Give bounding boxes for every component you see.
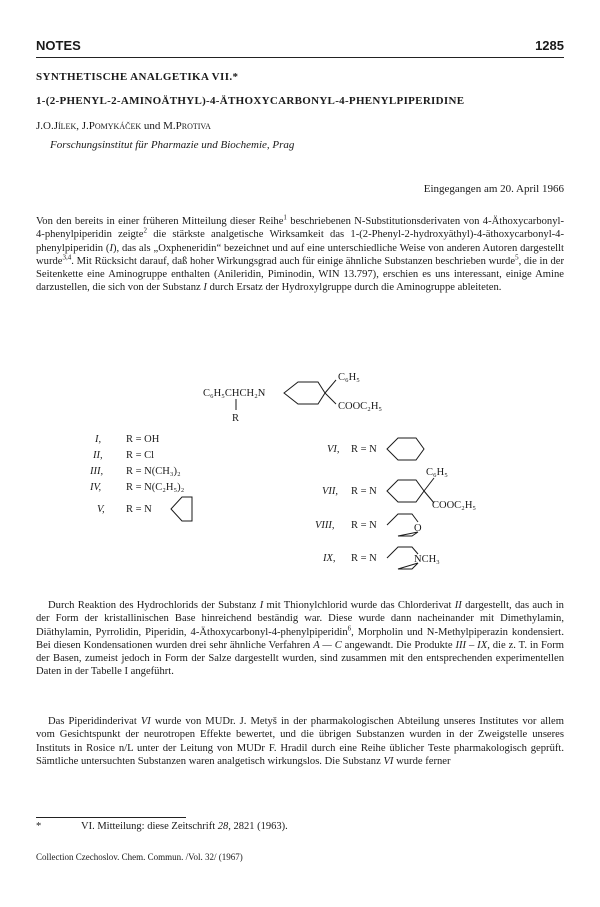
structure-scheme [0,362,600,592]
compound-ref: I [259,600,264,611]
reference-marker: 5 [515,253,519,262]
compound-label: III, [90,466,104,477]
compound-substituent: R = Cl [126,450,155,461]
text-run: . Mit Rücksicht darauf, daß hoher Wirkungsgrad auch für einige ähnliche Substanzen beschrieben wurde [71,255,516,267]
compound-ref: I [203,282,207,294]
text-run: wurde von MUDr. J. Metyš in der pharmakologischen Abteilung unseres Institutes vor allem vom Gesichtspunkt der neurotropen Effekte bewertet, und die übrigen Substanzen wurden in der Zweigstelle unseres Instituts in Rosice n/L unter der Leitung von MUDr F. Hradil durch eine Reihe üblicher Teste pharmakologisch geprüft. Sämtliche untersuchten Substanzen waren analgetisch wirkungslos. Die Substanz [36,716,565,767]
text-run: beschriebenen N-Substitutionsderivaten von 4-Äthoxycarbonyl-4-phenylpiperidin zeigte [36,216,564,241]
reference-marker: 1 [283,213,287,222]
header-rule [36,57,564,58]
phenylpiperidine-ring [387,480,424,502]
footnote-rule [36,817,186,818]
authors [36,120,211,132]
footnote [36,821,288,832]
compound-substituent: R = N [351,444,377,455]
author-1: J.O.Jílek [36,120,77,132]
main-ester-bond [325,393,336,404]
paragraph-pharmacology [36,715,564,768]
compound-ref: II [454,600,462,611]
institute: Forschungsinstitut für Pharmazie und Biochemie, Prag [50,139,295,151]
vii-ester: COOC₂H₅ [432,500,477,511]
main-phenyl: C₆H₅ [338,372,360,383]
main-ester: COOC₂H₅ [338,401,383,412]
text-run: die stärkste analgetische Wirksamkeit das 1-(2-Phenyl-2-hydroxyäthyl)-4-äthoxycarbonyl-4-phenylpiperidin ( [36,229,564,254]
main-r: R [232,413,240,424]
piperazine-nch3: NCH₃ [414,554,440,565]
text-run: , die in der Seitenkette eine Aminogruppe enthalten (Anileridin, Piminodin, WIN 13.797), erschien es uns interessant, einige Amine darzustellen, die sich von der Substanz [36,255,564,294]
main-phenyl-bond [325,380,336,393]
text-run: , Morpholin und N-Methylpiperazin kondensiert. Bei diesen Kondensationen wurden drei sehr ähnliche Verfahren [36,626,564,651]
pyrrolidine-ring [171,497,192,521]
compound-label: IX, [323,553,336,564]
reference-marker: 2 [143,226,147,235]
paragraph-introduction [36,215,564,295]
compound-substituent: R = N(CH₃)₂ [126,466,181,477]
text-run: wurde ferner [393,755,451,767]
paragraph-synthesis [36,599,564,679]
compound-label: I, [95,434,102,445]
text-run: dargestellt, das auch in der Form der kristallinischen Base hinreichend beständig war. Diese wurde dann nacheinander mit Dimethylamin, Diäthylamin, Pyrrolidin, Piperidin, 4-Äthoxycarbonyl-4-phenylpiperidin [36,600,564,638]
method-ref: A — C [313,639,342,651]
compound-substituent: R = N [126,504,152,515]
compound-substituent: R = N [351,486,377,497]
main-side-chain: C₆H₅CHCH₂N [203,388,266,399]
article-title: 1-(2-PHENYL-2-AMINOÄTHYL)-4-ÄTHOXYCARBONYL-4-PHENYLPIPERIDINE [36,95,465,107]
text-run: ), das als „Oxpheneridin“ bezeichnet und auf eine unterschiedliche Weise von anderen Autoren dargestellt wurde [36,242,564,267]
author-separator: , [76,120,82,132]
text-run: angewandt. Die Produkte [341,639,456,651]
compound-ref: VI [383,755,394,767]
text-run: Von den bereits in einer früheren Mitteilung dieser Reihe [36,216,284,227]
compound-ref: VI [140,716,151,727]
compound-substituent: R = N(C₂H₅)₂ [126,482,185,493]
piperidine-ring [387,438,424,460]
morpholine-oxygen: O [414,523,422,534]
compound-ref: I [109,242,113,254]
journal-citation: Collection Czechoslov. Chem. Commun. /Vol. 32/ (1967) [36,852,243,862]
text-run: VI. Mitteilung: diese Zeitschrift [81,821,218,832]
text-run: Durch Reaktion des Hydrochlorids der Substanz [48,600,260,611]
compound-label: II, [93,450,103,461]
section-name: NOTES [36,38,81,53]
compound-label: VI, [327,444,340,455]
vii-phenyl: C₆H₅ [426,467,448,478]
author-3: M.Protiva [163,120,211,132]
text-run: , 2821 (1963). [228,821,288,832]
text-run: Das Piperidinderivat [48,716,141,727]
page-number: 1285 [535,38,564,53]
article-title-series: SYNTHETISCHE ANALGETIKA VII.* [36,71,239,83]
text-run: , die z. T. in Form der Basen, zumeist jedoch in Form der Salze dargestellt wurden, sind zusammen mit den entsprechenden experimentellen Daten in der Tabelle I angeführt. [36,639,564,678]
volume-number: 28 [217,821,229,832]
compound-substituent: R = N [351,520,377,531]
compound-label: VII, [322,486,339,497]
received-date: Eingegangen am 20. April 1966 [423,183,564,195]
author-2: J.Pomykáček [81,120,142,132]
running-header [36,38,564,53]
text-run: durch Ersatz der Hydroxylgruppe durch die Aminogruppe ableiteten. [206,282,502,294]
compound-label: VIII, [315,520,335,531]
compound-ref: III – IX [455,639,488,651]
main-piperidine-ring [284,382,325,404]
vii-phenyl-bond [424,478,434,491]
text-run: mit Thionylchlorid wurde das Chlorderivat [263,600,455,611]
reference-marker: 6 [347,624,352,633]
compound-substituent: R = OH [126,434,160,445]
compound-label: V, [97,504,105,515]
compound-label: IV, [90,482,102,493]
author-separator: und [141,120,164,132]
compound-substituent: R = N [351,553,377,564]
footnote-marker: * [36,821,42,832]
reference-marker: 3,4 [62,253,72,262]
